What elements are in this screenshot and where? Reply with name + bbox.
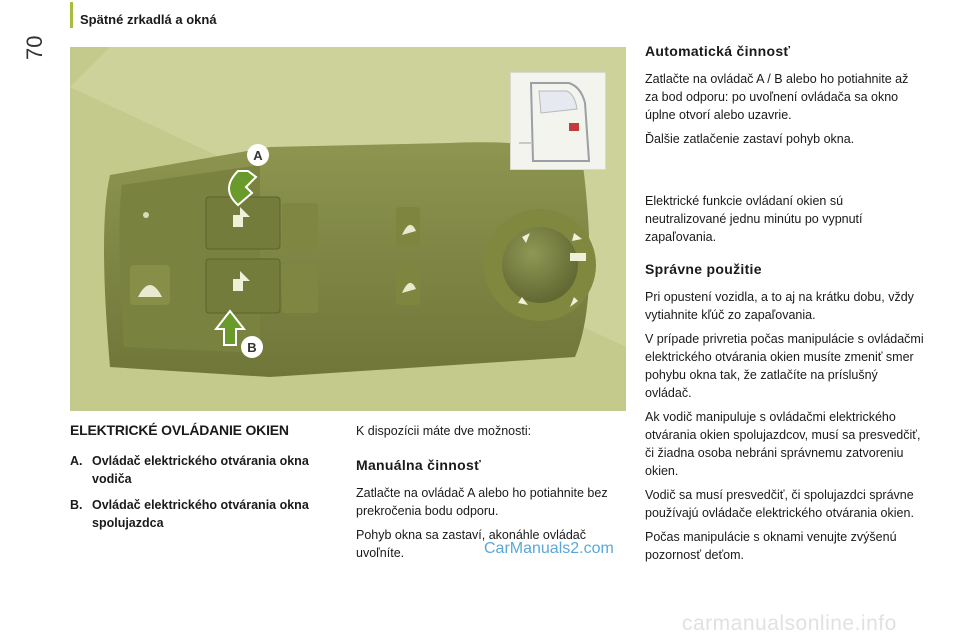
usage-paragraph-5: Počas manipulácie s oknami venujte zvýšenú pozornosť deťom. [645,530,897,562]
usage-paragraph-1: Pri opustení vozidla, a to aj na krátku dobu, vždy vytiahnite kľúč zo zapaľovania. [645,290,914,322]
list-item [70,452,340,488]
mirror-joystick-knob [502,227,578,303]
list-item [70,496,340,532]
watermark-footer: carmanualsonline.info [682,612,897,635]
usage-heading: Správne použitie [645,261,762,277]
led-indicator [143,212,149,218]
list-item-text: Ovládač elektrického otvárania okna spolujazdca [92,498,309,530]
usage-paragraph-3: Ak vodič manipuluje s ovládačmi elektrického otvárania okien spolujazdcov, musí sa presvedčiť, či žiadna osoba nebráni správnemu zatvoreniu okien. [645,410,921,478]
watermark-link[interactable]: CarManuals2.com [484,540,614,557]
list-item-letter: B. [70,498,83,512]
right-column [645,42,925,564]
left-column [70,422,340,540]
page-number: 70 [22,35,47,60]
label-b: B [247,340,257,355]
manual-paragraph-1: Zatlačte na ovládač A alebo ho potiahnite bez prekročenia bodu odporu. [356,486,608,518]
door-outline-icon [511,73,605,169]
list-item-text: Ovládač elektrického otvárania okna vodiča [92,454,309,486]
usage-paragraph-2: V prípade privretia počas manipulácie s ovládačmi elektrického otvárania okien musíte zmeniť smer pohybu okna tak, že zatlačíte na príslušný ovládač. [645,332,924,400]
auto-paragraph-2: Ďalšie zatlačenie zastaví pohyb okna. [645,132,855,146]
section-heading-electric-windows: ELEKTRICKÉ OVLÁDANIE OKIEN [70,422,289,438]
mirror-fold-icon [570,253,586,261]
manual-heading: Manuálna činnosť [356,457,482,473]
manual-paragraph-2: Pohyb okna sa zastaví, akonáhle ovládač uvoľníte. [356,528,587,560]
neutralization-paragraph: Elektrické funkcie ovládaní okien sú neutralizované jednu minútu po vypnutí zapaľovania. [645,194,863,244]
header-accent-bar [70,2,73,28]
usage-paragraph-4: Vodič sa musí presvedčiť, či spolujazdci správne používajú ovládače elektrického otvárania okien. [645,488,914,520]
auto-heading: Automatická činnosť [645,43,791,59]
label-a: A [253,148,263,163]
page-header-title: Spätné zrkadlá a okná [80,12,217,27]
intro-text: K dispozícii máte dve možnosti: [356,424,532,438]
door-location-thumbnail [510,72,606,170]
switch-b-side [282,265,318,313]
auto-paragraph-1: Zatlačte na ovládač A / B alebo ho potiahnite až za bod odporu: po uvoľnení ovládača sa okno úplne otvorí alebo uzavrie. [645,72,909,122]
switch-a-side [282,203,318,251]
list-item-letter: A. [70,454,83,468]
